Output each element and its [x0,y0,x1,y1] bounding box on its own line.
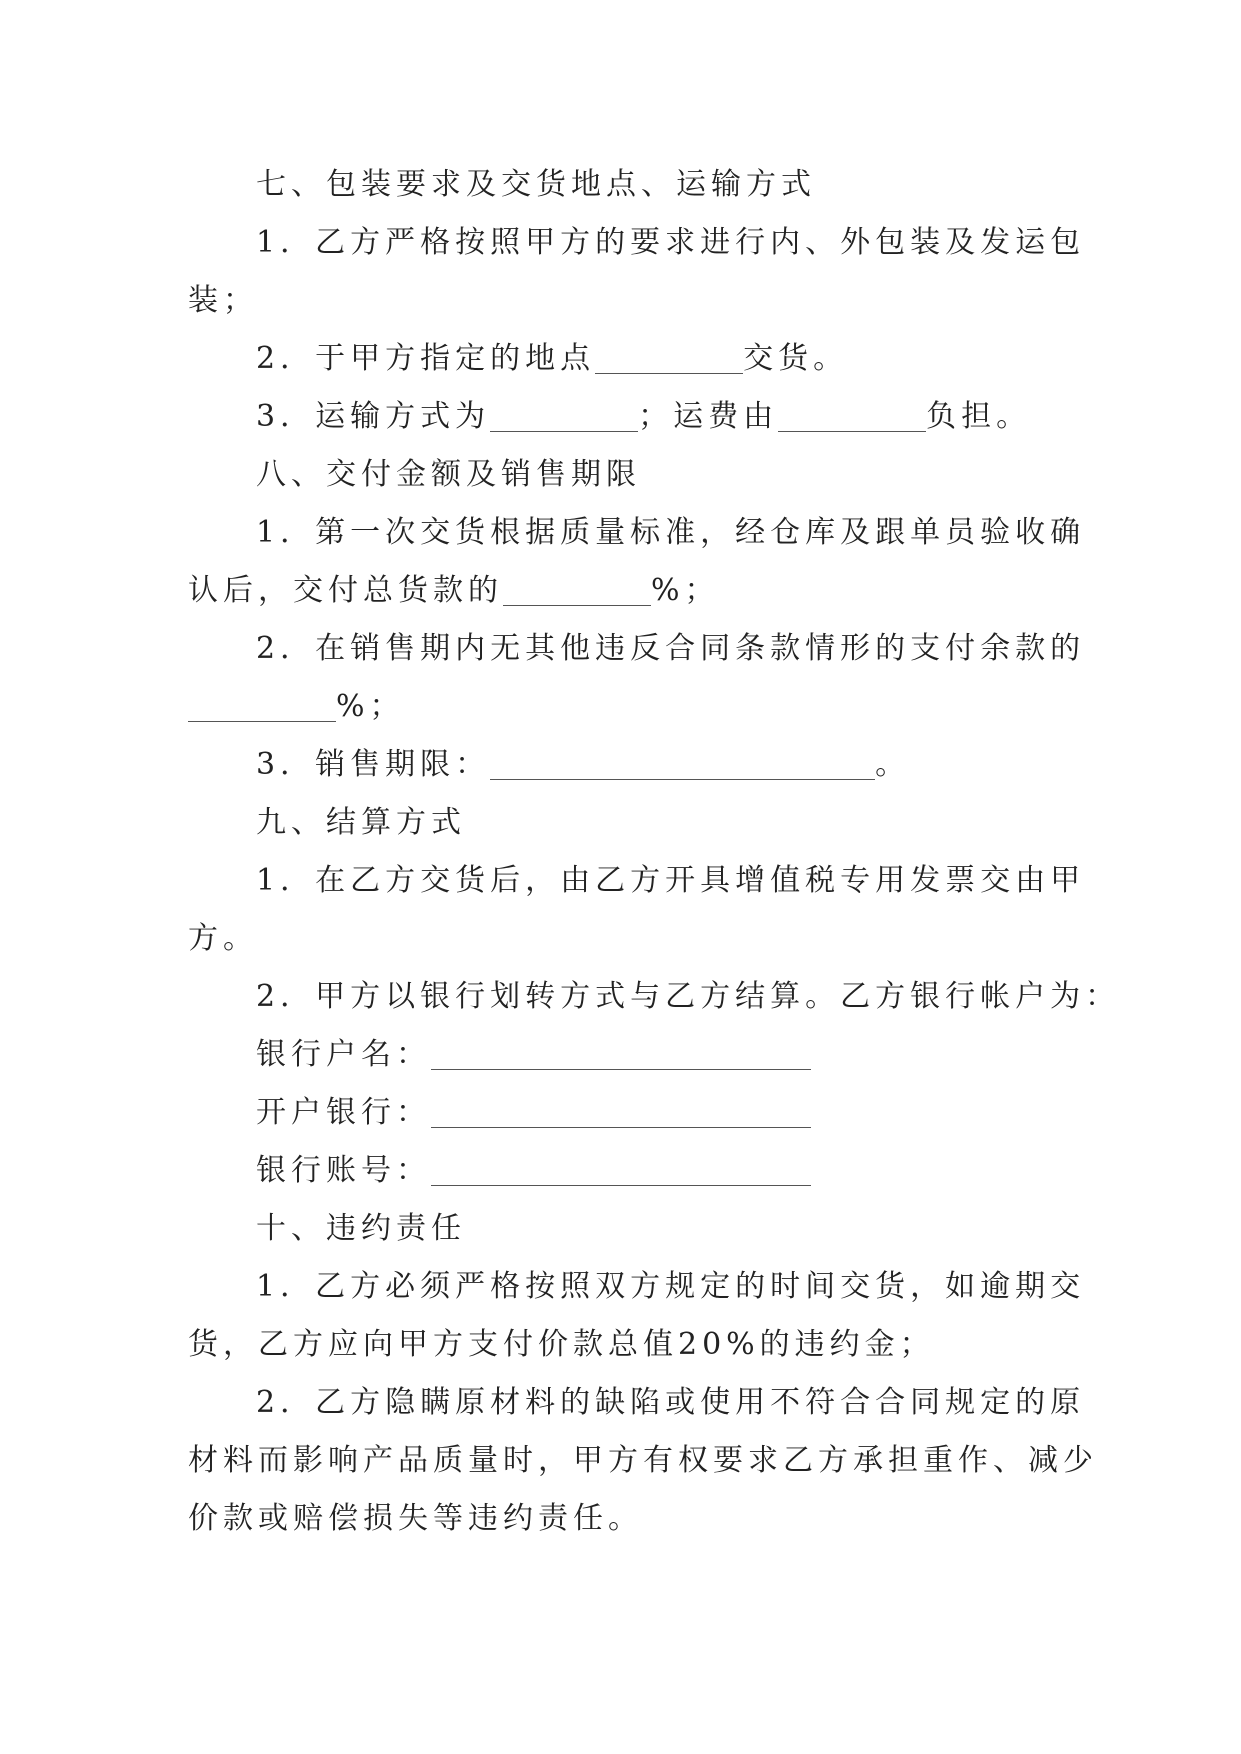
delivery-place-suffix: 交货。 [743,341,849,376]
freight-payer-blank[interactable] [778,431,926,432]
bank-account-name-blank[interactable] [431,1069,811,1070]
section-10-item-2-cont-2: 价款或赔偿损失等违约责任。 [188,1501,643,1536]
section-8-item-1-cont [188,562,1058,620]
bank-account-name-label: 银行户名： [256,1037,431,1072]
opening-bank-row [188,1084,1058,1142]
first-payment-suffix: %； [651,573,720,608]
delivery-place-label: 2．于甲方指定的地点 [256,341,596,376]
section-10-item-1-cont: 货，乙方应向甲方支付价款总值20%的违约金； [188,1327,935,1362]
opening-bank-label: 开户银行： [256,1095,431,1130]
bank-account-name-row [188,1026,1058,1084]
section-7-item-1-cont: 装； [188,283,258,318]
section-9-heading: 九、结算方式 [256,805,466,840]
balance-percent-blank[interactable] [188,721,336,722]
section-9-item-1-cont: 方。 [188,921,258,956]
freight-payer-suffix: 负担。 [926,399,1032,434]
first-payment-percent-blank[interactable] [503,605,651,606]
first-payment-label: 认后，交付总货款的 [188,573,503,608]
section-7-heading: 七、包装要求及交货地点、运输方式 [256,167,816,202]
section-9-item-2: 2．甲方以银行划转方式与乙方结算。乙方银行帐户为： [256,979,1121,1014]
section-10-item-2-cont-1: 材料而影响产品质量时，甲方有权要求乙方承担重作、减少 [188,1443,1098,1478]
section-8-item-3 [188,736,1058,794]
section-7-item-2 [188,330,1058,388]
contract-body [188,156,1121,1548]
transport-mode-blank[interactable] [490,431,638,432]
sales-period-label: 3．销售期限： [256,747,491,782]
section-10-item-2: 2．乙方隐瞒原材料的缺陷或使用不符合合同规定的原 [256,1385,1086,1420]
bank-account-number-row [188,1142,1058,1200]
section-10-item-1: 1．乙方必须严格按照双方规定的时间交货，如逾期交 [256,1269,1086,1304]
balance-percent-suffix: %； [336,689,405,724]
section-9-item-1: 1．在乙方交货后，由乙方开具增值税专用发票交由甲 [256,863,1086,898]
section-7-item-1: 1．乙方严格按照甲方的要求进行内、外包装及发运包 [256,225,1086,260]
bank-account-number-blank[interactable] [431,1185,811,1186]
section-8-item-2: 2．在销售期内无其他违反合同条款情形的支付余款的 [256,631,1086,666]
opening-bank-blank[interactable] [431,1127,811,1128]
freight-payer-label: ；运费由 [638,399,779,434]
section-8-heading: 八、交付金额及销售期限 [256,457,641,492]
section-10-heading: 十、违约责任 [256,1211,466,1246]
delivery-place-blank[interactable] [595,373,743,374]
bank-account-number-label: 银行账号： [256,1153,431,1188]
section-8-item-1: 1．第一次交货根据质量标准，经仓库及跟单员验收确 [256,515,1086,550]
sales-period-blank[interactable] [490,779,875,780]
transport-mode-label: 3．运输方式为 [256,399,491,434]
sales-period-suffix: 。 [875,747,911,782]
section-7-item-3 [188,388,1058,446]
section-8-item-2-cont [188,678,1058,736]
